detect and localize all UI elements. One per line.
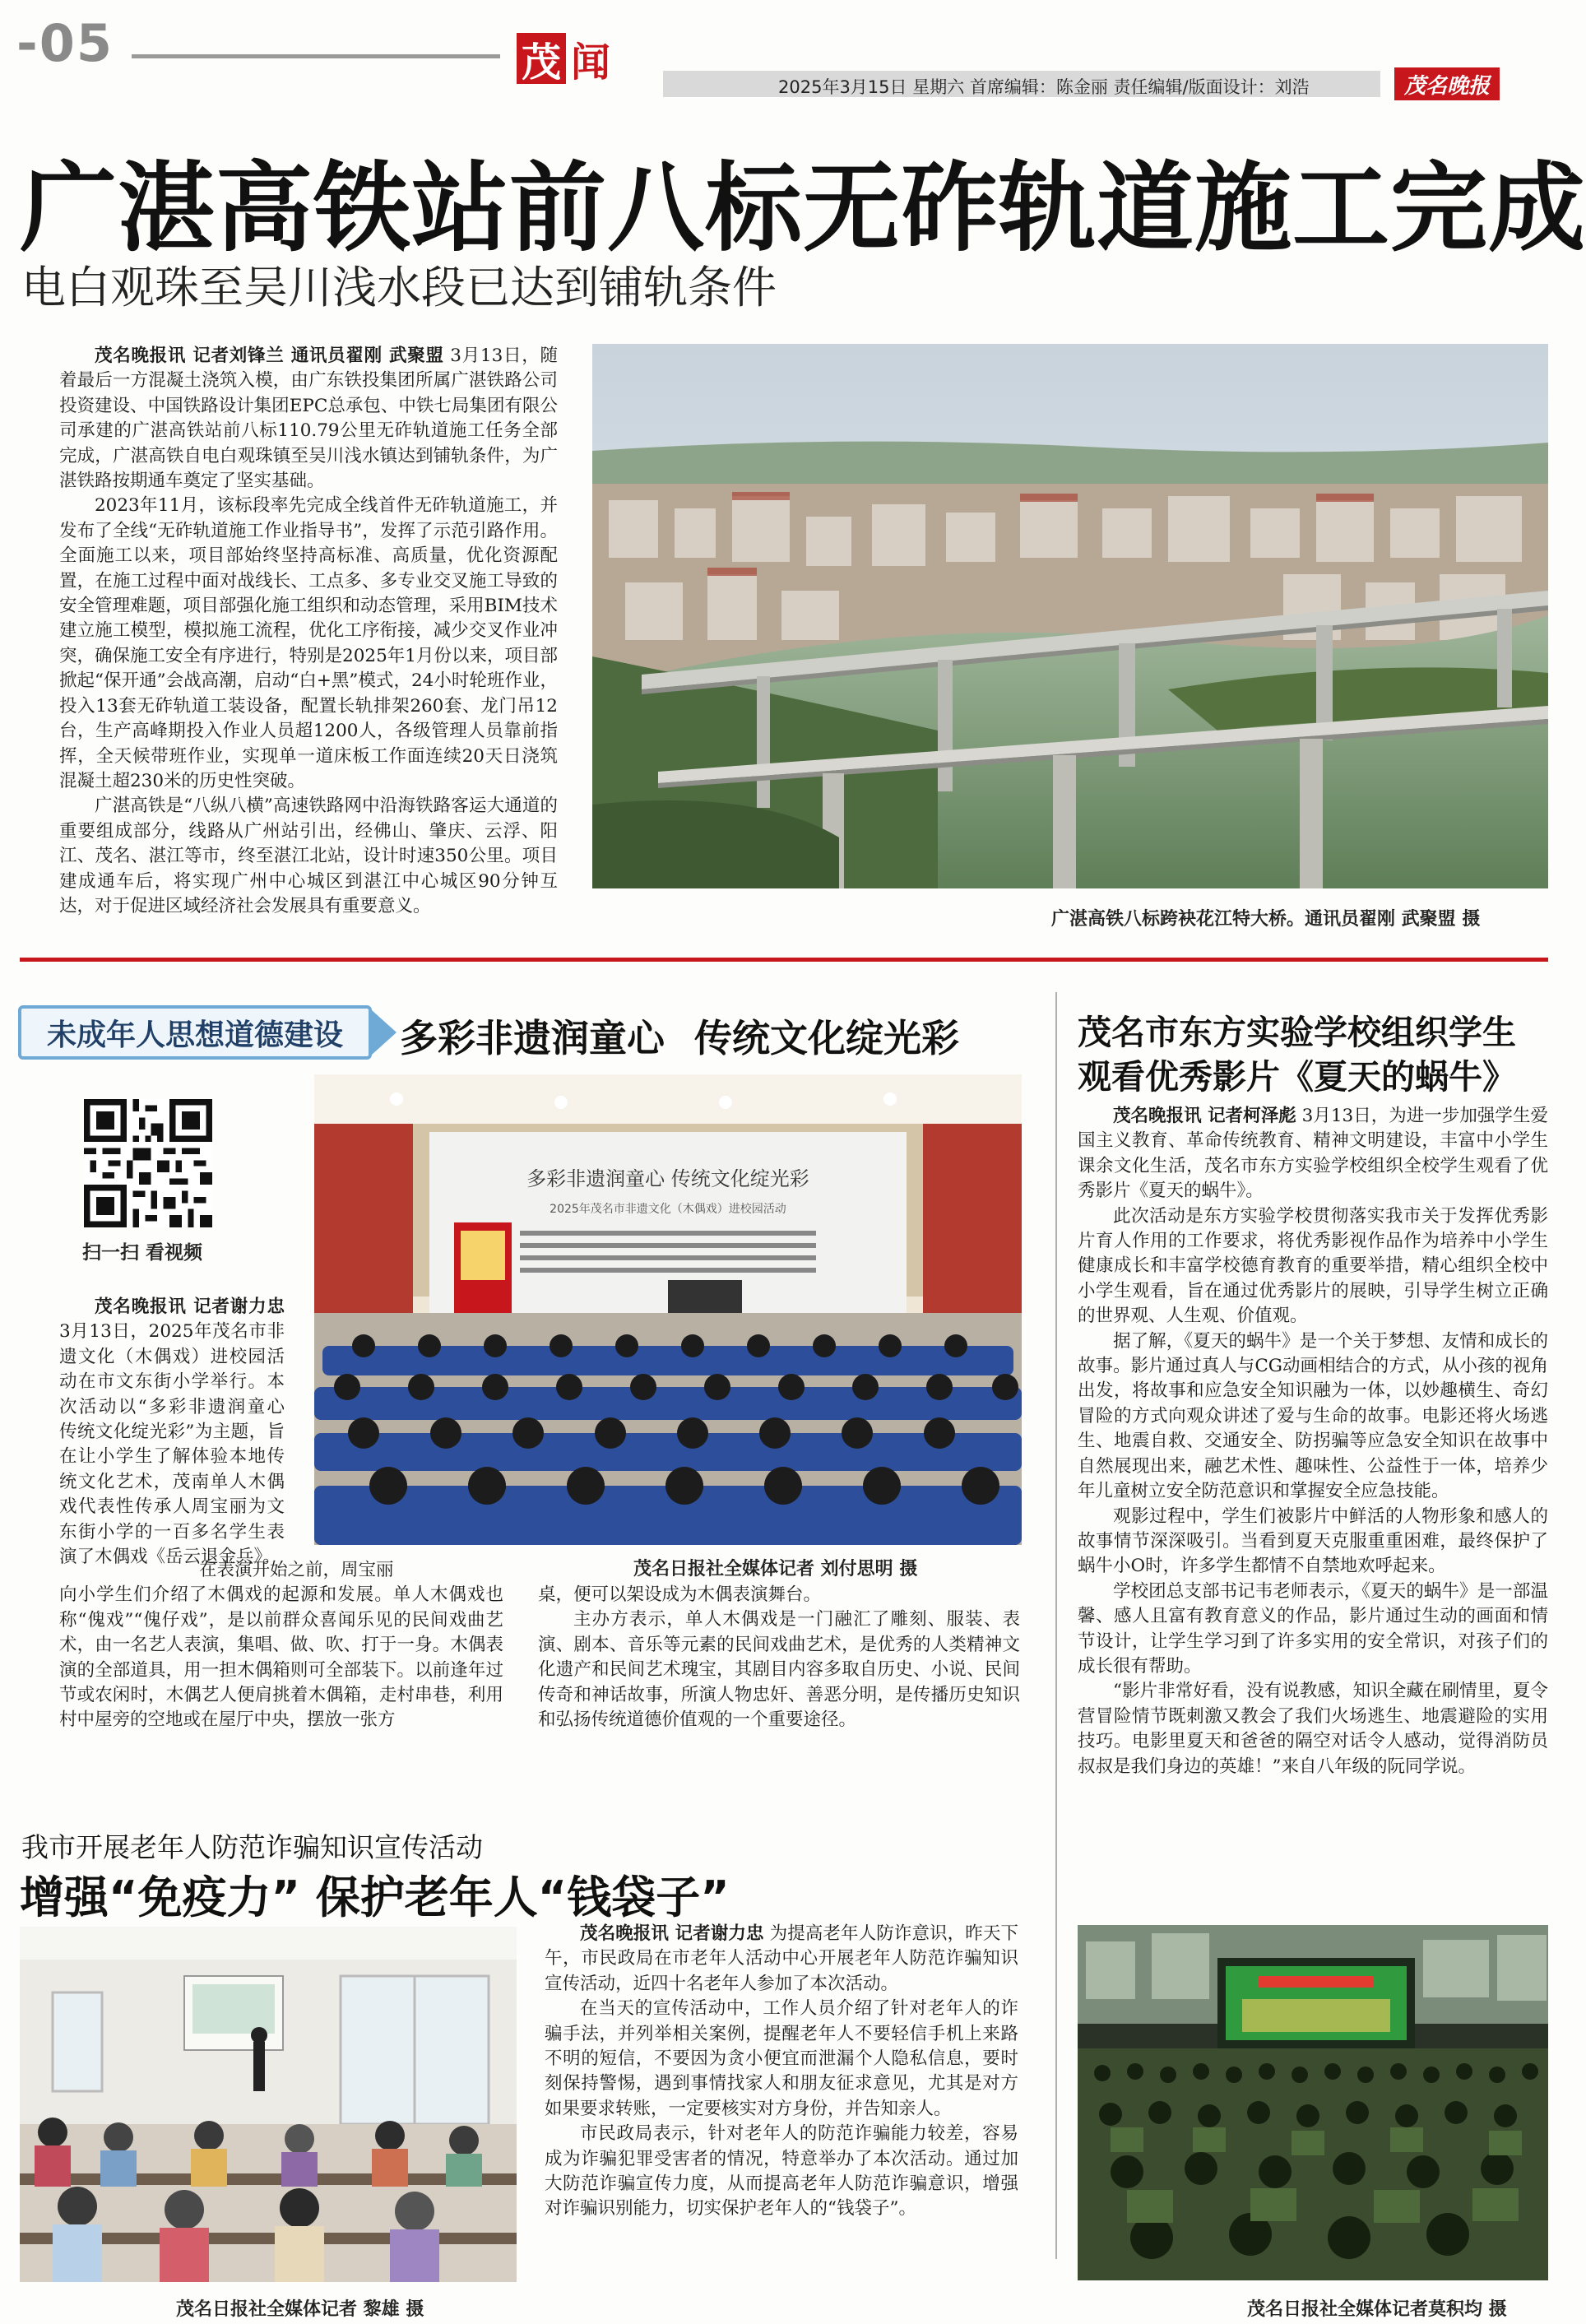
header-info: 2025年3月15日 星期六 首席编辑：陈金丽 责任编辑/版面设计：刘浩 — [778, 77, 1310, 97]
elder-paragraph-3: 市民政局表示，针对老年人的防范诈骗能力较差，容易成为诈骗犯罪受害者的情况，特意举办了本次活动。通过加大防范诈骗宣传力度，从而提高老年人防范诈骗意识，增强对诈骗识别能力，切实保护老年人的“钱袋子”。 — [545, 2123, 1018, 2220]
classroom-illustration — [20, 1927, 517, 2282]
lead-byline: 茂名晚报讯 记者刘锋兰 通讯员翟刚 武聚盟 — [95, 346, 444, 366]
elder-photo-caption: 茂名日报社全媒体记者 黎雄 摄 — [176, 2299, 424, 2320]
section-char-1: 茂 — [521, 39, 561, 86]
paper-logo: 茂名晚报 — [1394, 67, 1500, 100]
heritage-body-column-1 — [59, 1295, 285, 1568]
film-paragraph-2: 此次活动是东方实验学校贯彻落实我市关于发挥优秀影片育人作用的工作要求，将优秀影视作品作为培养中小学生健康成长和丰富学校德育教育的重要举措，精心组织全校中小学生观看，旨在通过优秀影片的展映，引导学生树立正确的世界观、人生观、价值观。 — [1078, 1205, 1548, 1327]
film-body — [1078, 1104, 1548, 1894]
film-paragraph-4: 观影过程中，学生们被影片中鲜活的人物形象和感人的故事情节深深吸引。当看到夏天克服重重困难，最终保护了蜗牛小O时，许多学生都情不自禁地欢呼起来。 — [1078, 1505, 1548, 1577]
heritage-headline: 多彩非遗润童心 传统文化绽光彩 — [400, 1016, 960, 1060]
film-byline: 茂名晚报讯 记者柯泽彪 — [1113, 1106, 1296, 1126]
lead-paragraph-3: 广湛高铁是“八纵八横”高速铁路网中沿海铁路客运大通道的重要组成部分，线路从广州站引出，经佛山、肇庆、云浮、阳江、茂名、湛江等市，终至湛江北站，设计时速350公里。项目建成通车后，将实现广州中心城区到湛江中心城区90分钟互达，对于促进区域经济社会发展具有重要意义。 — [59, 796, 558, 916]
lead-paragraph-1: 3月13日，随着最后一方混凝土浇筑入模，由广东铁投集团所属广湛铁路公司投资建设、中国铁路设计集团EPC总承包、中铁七局集团有限公司承建的广湛高铁站前八标110.79公里无砟轨道施工任务全部完成，广湛高铁自电白观珠镇至吴川浅水镇达到铺轨条件，为广湛铁路按期通车奠定了坚实基础。 — [59, 346, 558, 492]
bridge-illustration — [592, 344, 1548, 888]
heritage-paragraph-2c: 桌，便可以架设成为木偶表演舞台。 — [538, 1584, 822, 1605]
screening-illustration — [1078, 1925, 1548, 2280]
section-char-box — [517, 33, 566, 84]
stage-screen-title: 多彩非遗润童心 传统文化绽光彩 — [526, 1167, 809, 1190]
elder-paragraph-1: 为提高老年人防诈意识，昨天下午，市民政局在市老年人活动中心开展老年人防范诈骗知识宣传活动，近四十名老年人参加了本次活动。 — [545, 1923, 1018, 1994]
column-tag-box — [18, 1005, 372, 1060]
heritage-body-right — [538, 1583, 1020, 1756]
qr-caption: 扫一扫 看视频 — [82, 1242, 203, 1264]
header-gray-rule — [132, 54, 500, 58]
lead-photo-bridge — [592, 344, 1548, 888]
section-char-2: 闻 — [570, 39, 610, 86]
elder-body — [545, 1922, 1018, 2317]
film-paragraph-5: 学校团总支部书记韦老师表示，《夏天的蜗牛》是一部温馨、感人且富有教育意义的作品，影片通过生动的画面和情节设计，让学生学习到了许多实用的安全常识，对孩子们的成长很有帮助。 — [1078, 1580, 1548, 1677]
section-divider-red — [20, 958, 1548, 962]
page-number: -05 — [16, 13, 114, 73]
heritage-byline: 茂名晚报讯 记者谢力忠 — [95, 1297, 285, 1317]
lead-body — [59, 344, 558, 936]
film-paragraph-6: “影片非常好看，没有说教感，知识全藏在刷情里，夏令营冒险情节既刺激又教会了我们火场逃生、地震避险的实用技巧。电影里夏天和爸爸的隔空对话令人感动，觉得消防员叔叔是我们身边的英雄！”来自八年级的阮同学说。 — [1078, 1681, 1548, 1777]
heritage-paragraph-3: 主办方表示，单人木偶戏是一门融汇了雕刻、服装、表演、剧本、音乐等元素的民间戏曲艺术，是优秀的人类精神文化遗产和民间艺术瑰宝，其剧目内容多取自历史、小说、民间传奇和神话故事，所演人物忠奸、善恶分明，是传播历史知识和弘扬传统道德价值观的一个重要途径。 — [538, 1609, 1020, 1731]
lead-headline: 广湛高铁站前八标无砟轨道施工完成 — [20, 151, 1586, 265]
column-tag: 未成年人思想道德建设 — [46, 1018, 343, 1052]
film-paragraph-3: 据了解，《夏天的蜗牛》是一个关于梦想、友情和成长的故事。影片通过真人与CG动画相结合的方式，从小孩的视角出发，将故事和应急安全知识融为一体，以妙趣横生、奇幻冒险的方式向观众讲述了爱与生命的故事。电影还将火场逃生、地震自救、交通安全、防拐骗等应急安全知识在故事中自然展现出来，融艺术性、趣味性、公益性于一体，培养少年儿童树立安全防范意识和掌握安全应急技能。 — [1078, 1330, 1548, 1502]
heritage-paragraph-2a: 在表演开始之前，周宝丽 — [199, 1560, 394, 1580]
elder-kicker: 我市开展老年人防范诈骗知识宣传活动 — [21, 1831, 483, 1863]
film-paragraph-1: 3月13日，为进一步加强学生爱国主义教育、革命传统教育、精神文明建设，丰富中小学生课余文化生活，茂名市东方实验学校组织全校学生观看了优秀影片《夏天的蜗牛》。 — [1078, 1106, 1548, 1202]
elder-paragraph-2: 在当天的宣传活动中，工作人员介绍了针对老年人的诈骗手法，并列举相关案例，提醒老年人不要轻信手机上来路不明的短信，不要因为贪小便宜而泄漏个人隐私信息，要时刻保持警惕，遇到事情找家人和朋友征求意见，尤其是对方如果要求转账，一定要核实对方身份，并告知亲人。 — [545, 1998, 1018, 2119]
heritage-paragraph-1: 3月13日，2025年茂名市非遗文化（木偶戏）进校园活动在市文东街小学举行。本次活动以“多彩非遗润童心 传统文化绽光彩”为主题，旨在让小学生了解体验本地传统文化艺术，茂南单人木偶戏代表性传承人周宝丽为文东街小学的一百多名学生表演了木偶戏《岳云退金兵》。 — [59, 1321, 285, 1568]
elder-headline: 增强“免疫力” 保护老年人“钱袋子” — [20, 1872, 730, 1923]
auditorium-illustration — [314, 1074, 1022, 1545]
column-tag-arrow — [372, 1010, 396, 1055]
section-mark — [517, 33, 615, 84]
film-photo-screening — [1078, 1925, 1548, 2280]
lead-subheadline: 电白观珠至吴川浅水段已达到铺轨条件 — [21, 262, 777, 313]
lead-photo-caption: 广湛高铁八标跨袂花江特大桥。通讯员翟刚 武聚盟 摄 — [1051, 909, 1481, 930]
stage-screen-subtitle: 2025年茂名市非遗文化（木偶戏）进校园活动 — [550, 1203, 786, 1216]
elder-photo-classroom — [20, 1927, 517, 2282]
heritage-paragraph-2b: 向小学生们介绍了木偶戏的起源和发展。单人木偶戏也称“傀戏”“傀仔戏”，是以前群众喜闻乐见的民间戏曲艺术，由一名艺人表演，集唱、做、吹、打于一身。木偶表演的全部道具，用一担木偶箱则可全部装下。以前逢年过节或农闲时，木偶艺人便肩挑着木偶箱，走村串巷，利用村中屋旁的空地或在屋厅中央，摆放一张方 — [59, 1584, 503, 1731]
lead-paragraph-2: 2023年11月，该标段率先完成全线首件无砟轨道施工，并发布了全线“无砟轨道施工作业指导书”，发挥了示范引路作用。全面施工以来，项目部始终坚持高标准、高质量，优化资源配置，在施工过程中面对战线长、工点多、多专业交叉施工导致的安全管理难题，项目部强化施工组织和动态管理，采用BIM技术建立施工模型，模拟施工流程，优化工序衔接，减少交叉作业冲突，确保施工安全有序进行，特别是2025年1月份以来，项目部掀起“保开通”会战高潮，启动“白+黑”模式，24小时轮班作业，投入13套无砟轨道工装设备，配置长轨排架260套、龙门吊12台，生产高峰期投入作业人员超1200人，各级管理人员靠前指挥，全天候带班作业，实现单一道床板工作面连续20天日浇筑混凝土超230米的历史性突破。 — [59, 495, 558, 791]
elder-byline: 茂名晚报讯 记者谢力忠 — [580, 1923, 764, 1944]
heritage-photo-caption: 茂名日报社全媒体记者 刘付思明 摄 — [633, 1559, 918, 1579]
qr-pattern — [84, 1099, 212, 1227]
film-photo-caption: 茂名日报社全媒体记者莫积均 摄 — [1247, 2299, 1507, 2320]
film-column-rule — [1055, 992, 1057, 2259]
film-headline-line-2: 观看优秀影片《夏天的蜗牛》 — [1078, 1057, 1516, 1097]
qr-code[interactable] — [84, 1099, 212, 1227]
heritage-body-wide — [59, 1558, 503, 1731]
heritage-photo-auditorium — [314, 1074, 1022, 1545]
film-headline-line-1: 茂名市东方实验学校组织学生 — [1078, 1013, 1516, 1052]
